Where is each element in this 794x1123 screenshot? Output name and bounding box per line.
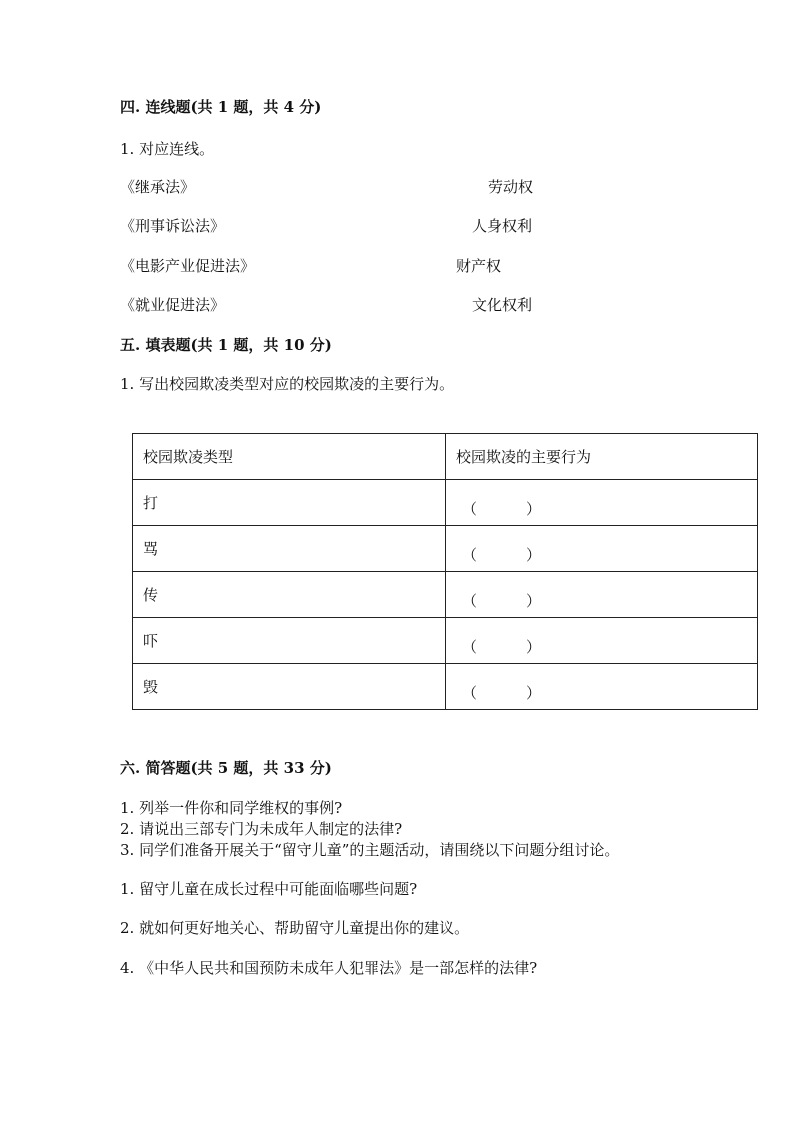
short-answer-q4: 4. 《中华人民共和国预防未成年人犯罪法》是一部怎样的法律?	[120, 959, 538, 977]
answer-blank-cell[interactable]	[446, 664, 758, 710]
table-row	[133, 572, 758, 618]
table-row	[133, 480, 758, 526]
short-answer-q1: 1. 列举一件你和同学维权的事例?	[120, 799, 343, 817]
close-paren: ）	[526, 499, 542, 518]
table-header-behavior: 校园欺凌的主要行为	[446, 434, 758, 480]
close-paren: ）	[526, 545, 542, 564]
table-header-row	[133, 434, 758, 480]
match-left-item-1: 《继承法》	[120, 178, 196, 196]
bullying-type-cell: 传	[133, 572, 446, 618]
short-answer-sub1: 1. 留守儿童在成长过程中可能面临哪些问题?	[120, 880, 418, 898]
bullying-type-cell: 打	[133, 480, 446, 526]
match-right-item-1: 劳动权	[488, 178, 534, 196]
table-row	[133, 664, 758, 710]
answer-blank-cell[interactable]	[446, 572, 758, 618]
short-answer-q3: 3. 同学们准备开展关于“留守儿童”的主题活动，请围绕以下问题分组讨论。	[120, 841, 620, 859]
table-row	[133, 618, 758, 664]
bullying-table	[132, 433, 758, 710]
match-left-item-2: 《刑事诉讼法》	[120, 217, 226, 235]
answer-blank-cell[interactable]	[446, 526, 758, 572]
short-answer-q2: 2. 请说出三部专门为未成年人制定的法律?	[120, 820, 403, 838]
section5-question: 1. 写出校园欺凌类型对应的校园欺凌的主要行为。	[120, 375, 455, 393]
open-paren: （	[462, 637, 478, 656]
bullying-type-cell: 毁	[133, 664, 446, 710]
open-paren: （	[462, 591, 478, 610]
bullying-type-cell: 吓	[133, 618, 446, 664]
match-right-item-4: 文化权利	[472, 296, 533, 314]
short-answer-sub2: 2. 就如何更好地关心、帮助留守儿童提出你的建议。	[120, 919, 470, 937]
match-right-item-3: 财产权	[456, 257, 502, 275]
match-left-item-4: 《就业促进法》	[120, 296, 226, 314]
table-row	[133, 526, 758, 572]
table-header-type: 校园欺凌类型	[133, 434, 446, 480]
bullying-type-cell: 骂	[133, 526, 446, 572]
answer-blank-cell[interactable]	[446, 480, 758, 526]
close-paren: ）	[526, 683, 542, 702]
section6-heading: 六. 简答题(共 5 题，共 33 分)	[120, 759, 332, 777]
match-right-item-2: 人身权利	[472, 217, 533, 235]
answer-blank-cell[interactable]	[446, 618, 758, 664]
close-paren: ）	[526, 637, 542, 656]
open-paren: （	[462, 545, 478, 564]
close-paren: ）	[526, 591, 542, 610]
match-left-item-3: 《电影产业促进法》	[120, 257, 256, 275]
section4-heading: 四. 连线题(共 1 题，共 4 分)	[120, 98, 322, 116]
section4-question: 1. 对应连线。	[120, 140, 215, 158]
open-paren: （	[462, 499, 478, 518]
open-paren: （	[462, 683, 478, 702]
section5-heading: 五. 填表题(共 1 题，共 10 分)	[120, 336, 332, 354]
